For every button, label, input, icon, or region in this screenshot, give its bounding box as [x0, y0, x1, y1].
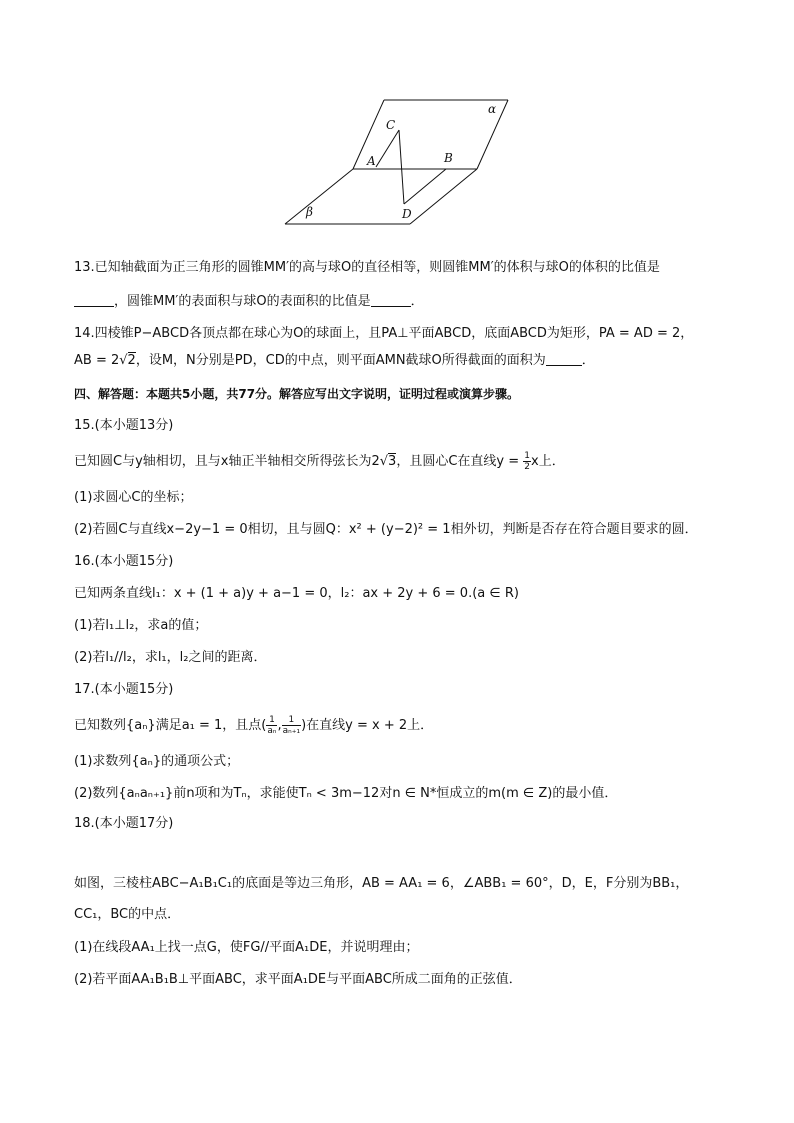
q15-part2 — [74, 520, 754, 540]
q18-head — [74, 814, 754, 834]
section-4-text: 四、解答题：本题共5小题，共77分。解答应写出文字说明，证明过程或演算步骤。 — [74, 387, 520, 401]
q17-head — [74, 680, 754, 700]
q14-text-b: ，设M，N分别是PD，CD的中点，则平面AMN截球O所得截面的面积为 — [135, 353, 546, 368]
q15-frac-den: 2 — [524, 462, 530, 472]
dihedral-angle-figure — [280, 92, 520, 232]
q15-stem-c: x上． — [531, 454, 565, 469]
figure-svg — [280, 92, 520, 232]
q17-sep: , — [277, 718, 282, 733]
q15-p1-text: (1)求圆心C的坐标； — [74, 490, 193, 505]
q18-stem-line1 — [74, 874, 754, 894]
label-B: B — [444, 151, 453, 165]
q15-frac-num: 1 — [524, 451, 530, 461]
label-A: A — [367, 154, 376, 168]
q15-p2-text: (2)若圆C与直线x−2y−1 = 0相切，且与圆Q：x² + (y−2)² = 1相外切，判断是否存在符合题目要求的圆． — [74, 522, 698, 537]
q18-stem2-text: CC₁，BC的中点． — [74, 907, 181, 922]
q16-stem-text: 已知两条直线l₁：x + (1 + a)y + a−1 = 0，l₂：ax + 2y + 6 = 0.(a ∈ R) — [74, 586, 519, 601]
q16-head-text: 16.(本小题15分) — [74, 554, 174, 569]
q15-head-text: 15.(本小题13分) — [74, 418, 174, 433]
q18-stem-line2 — [74, 905, 754, 925]
q17-p2-text: (2)数列{aₙaₙ₊₁}前n项和为Tₙ，求能使Tₙ < 3m−12对n ∈ N*恒成立的m(m ∈ Z)的最小值． — [74, 786, 618, 801]
q13-blank-2[interactable] — [371, 292, 411, 307]
q15-head — [74, 416, 754, 436]
q15-stem-a: 已知圆C与y轴相切，且与x轴正半轴相交所得弦长为2 — [74, 454, 380, 469]
q17-stem-b: )在直线y = x + 2上． — [301, 718, 434, 733]
q14-text-end: ． — [581, 353, 595, 368]
q17-frac2-num: 1 — [282, 715, 301, 726]
q16-part2 — [74, 648, 754, 668]
label-C: C — [386, 118, 396, 132]
label-beta: β — [306, 205, 313, 219]
q17-stem — [74, 715, 754, 736]
q15-stem-b: ，且圆心C在直线y = — [396, 454, 520, 469]
q13-text-mid: ，圆锥MM′的表面积与球O的表面积的比值是 — [114, 294, 371, 309]
q17-frac1-den: aₙ — [267, 726, 277, 736]
q16-p2-text: (2)若l₁//l₂，求l₁，l₂之间的距离． — [74, 650, 267, 665]
q18-stem1-text: 如图，三棱柱ABC−A₁B₁C₁的底面是等边三角形，AB = AA₁ = 6，∠ABB₁ = 60°，D，E，F分别为BB₁， — [74, 876, 689, 891]
q13-text-end: ． — [410, 294, 424, 309]
q17-frac1-num: 1 — [266, 715, 277, 726]
q17-fraction-2 — [282, 715, 301, 736]
beta-left-edge — [285, 169, 353, 224]
q15-part1 — [74, 488, 754, 508]
q15-stem: 已知圆C与y轴相切，且与x轴正半轴相交所得弦长为2√3，且圆心C在直线y = $\frac{1}{2}$ x上． — [74, 451, 565, 472]
section-4-header — [74, 384, 754, 404]
q16-p1-text: (1)若l₁⊥l₂，求a的值； — [74, 618, 208, 633]
q13-line1 — [74, 258, 754, 278]
q15-sqrt: 3 — [388, 454, 397, 469]
q18-part2 — [74, 970, 754, 990]
q17-frac2-den: aₙ₊₁ — [282, 726, 301, 736]
q17-part1 — [74, 752, 754, 772]
q14-line2: AB = 2√2，设M，N分别是PD，CD的中点，则平面AMN截球O所得截面的面积为 ． — [74, 353, 595, 368]
segment-DB — [404, 169, 446, 204]
q16-part1 — [74, 616, 754, 636]
q13-text: 13.已知轴截面为正三角形的圆锥MM′的高与球O的直径相等，则圆锥MM′的体积与球O的体积的比值是 — [74, 260, 660, 275]
q18-head-text: 18.(本小题17分) — [74, 816, 174, 831]
q16-head — [74, 552, 754, 572]
q14-text-a: AB = 2 — [74, 353, 120, 368]
q18-part1 — [74, 938, 754, 958]
q13-line2 — [74, 292, 754, 312]
label-D: D — [402, 207, 412, 221]
q17-fraction-1 — [266, 715, 277, 736]
q17-head-text: 17.(本小题15分) — [74, 682, 174, 697]
beta-right-edge — [410, 169, 477, 224]
q18-p2-text: (2)若平面AA₁B₁B⊥平面ABC，求平面A₁DE与平面ABC所成二面角的正弦值． — [74, 972, 522, 987]
label-alpha: α — [488, 102, 497, 116]
q16-stem — [74, 584, 754, 604]
q14-text: 14.四棱锥P−ABCD各顶点都在球心为O的球面上，且PA⊥平面ABCD，底面ABCD为矩形，PA = AD = 2， — [74, 326, 694, 341]
q17-p1-text: (1)求数列{aₙ}的通项公式； — [74, 754, 240, 769]
q14-sqrt: 2 — [127, 353, 136, 368]
segment-AC — [376, 130, 399, 167]
segment-CD — [399, 130, 404, 204]
q13-blank-1[interactable] — [74, 292, 114, 307]
q14-blank[interactable] — [546, 351, 582, 366]
q18-p1-text: (1)在线段AA₁上找一点G，使FG//平面A₁DE，并说明理由； — [74, 940, 419, 955]
q17-part2 — [74, 784, 754, 804]
q14-line1 — [74, 324, 754, 344]
q17-stem-a: 已知数列{aₙ}满足a₁ = 1，且点( — [74, 718, 267, 733]
q15-fraction — [523, 451, 531, 472]
